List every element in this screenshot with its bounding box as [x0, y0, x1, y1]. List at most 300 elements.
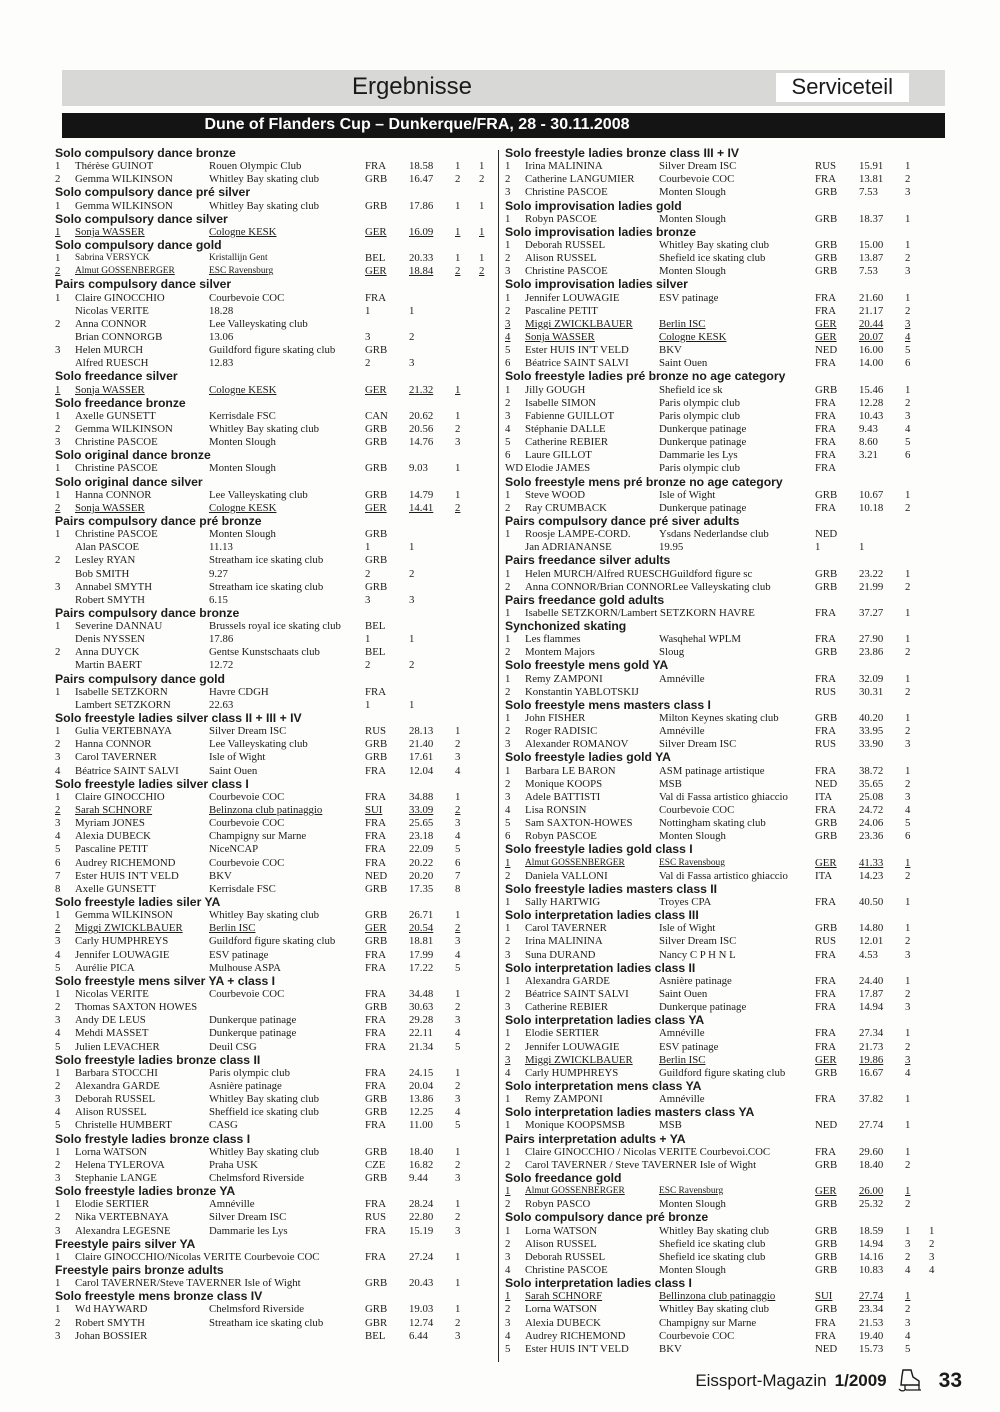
cell-club: Saint Ouen	[659, 357, 708, 370]
cell-nation: 1	[365, 541, 371, 554]
cell-nation: GRB	[815, 1198, 838, 1211]
cell-rank: 4	[505, 804, 511, 817]
cell-place-a: 1	[905, 567, 911, 580]
cell-club: Deuil CSG	[209, 1040, 257, 1053]
cell-place-a: 1	[455, 1277, 461, 1290]
cell-nation: FRA	[815, 409, 837, 422]
cell-place-b	[929, 384, 947, 397]
cell-place-a	[455, 581, 479, 594]
cell-rank: 1	[505, 567, 511, 580]
cell-place-b	[929, 870, 947, 883]
section-title: Pairs compulsory dance bronze	[55, 605, 240, 620]
cell-score: 22.80	[409, 1211, 434, 1224]
cell-nation	[365, 318, 409, 331]
cell-club: Isle of Wight	[659, 488, 716, 501]
cell-place-a: 1	[905, 238, 911, 251]
cell-place-a: 1	[905, 291, 911, 304]
cell-score: 33.95	[859, 725, 884, 738]
cell-name: Sonja WASSER	[75, 225, 145, 238]
cell-nation: FRA	[365, 1250, 387, 1263]
cell-place-a	[455, 305, 479, 318]
cell-club: Mulhouse ASPA	[209, 961, 281, 974]
cell-rank: 1	[505, 383, 511, 396]
cell-place-a: 3	[455, 1093, 461, 1106]
cell-nation: FRA	[815, 1093, 837, 1106]
cell-score: 12.01	[859, 935, 884, 948]
cell-name: Nicolas VERITE	[75, 988, 149, 1000]
cell-rank: 4	[55, 830, 61, 843]
cell-rank: 1	[55, 462, 61, 475]
page-number: 33	[938, 1369, 962, 1392]
cell-nation: ITA	[815, 790, 833, 803]
cell-name: Christine PASCOE	[525, 1263, 608, 1276]
cell-name: Wd HAYWARD	[75, 1303, 148, 1316]
cell-place-a	[905, 462, 929, 475]
cell-club: Sloug	[659, 646, 685, 659]
cell-name: Sonja WASSER	[75, 501, 145, 514]
section-title: Solo freedance silver	[55, 369, 178, 384]
cell-name: Alison RUSSEL	[525, 252, 597, 265]
cell-score: 21.34	[409, 1040, 434, 1053]
cell-score: 23.34	[859, 1303, 884, 1316]
cell-place-a: 2	[905, 1198, 911, 1211]
cell-place-a	[455, 594, 479, 607]
cell-club: ESC Ravensboug	[659, 857, 725, 868]
cell-rank: 5	[55, 843, 61, 856]
section-title: Solo freestyle mens gold YA	[505, 658, 669, 673]
cell-score: 40.20	[859, 712, 884, 725]
cell-rank: 1	[55, 725, 61, 738]
cell-place-a: 3	[455, 1171, 461, 1184]
cell-club	[209, 1330, 365, 1343]
section-title: Solo original dance bronze	[55, 448, 211, 463]
result-row	[55, 423, 497, 436]
cell-place-a: 1	[905, 712, 911, 725]
cell-rank: 1	[55, 160, 61, 173]
section-title: Solo freestyle ladies pré bronze no age category	[505, 369, 786, 384]
cell-place-b	[479, 646, 497, 659]
cell-club: Courbevoie COC	[209, 856, 285, 869]
cell-rank: 1	[505, 606, 511, 619]
cell-place-b	[929, 568, 947, 581]
cell-place-a	[455, 528, 479, 541]
cell-place-b	[929, 804, 947, 817]
cell-place-a: 2	[455, 804, 461, 817]
cell-nation: 2	[365, 357, 371, 370]
result-row	[55, 1317, 497, 1330]
cell-rank	[55, 633, 75, 646]
cell-name: Alfred RUESCH	[75, 357, 149, 370]
cell-score: 2	[409, 567, 415, 580]
cell-club: Whitley Bay skating club	[209, 1093, 320, 1106]
cell-score: 20.20	[409, 869, 434, 882]
result-row	[55, 489, 497, 502]
cell-place-b	[479, 594, 497, 607]
cell-score: 30.31	[859, 685, 884, 698]
cell-place-b	[929, 830, 947, 843]
cell-score: 18.81	[409, 935, 434, 948]
cell-rank: 4	[505, 1066, 511, 1079]
cell-name: Jennifer LOUWAGIE	[525, 1040, 620, 1053]
cell-rank: 2	[505, 725, 511, 738]
result-row	[505, 778, 947, 791]
cell-nation: GRB	[365, 422, 388, 435]
result-row	[55, 1330, 497, 1343]
result-row	[55, 620, 497, 633]
cell-place-a	[455, 646, 479, 659]
cell-name: Elodie SERTIER	[75, 1198, 150, 1211]
result-row	[505, 1330, 947, 1343]
cell-score: 14.76	[409, 436, 434, 449]
cell-score: 33.09	[409, 804, 434, 817]
cell-rank: 1	[505, 922, 511, 935]
cell-nation: FRA	[815, 1001, 837, 1014]
cell-score: 14.94	[859, 1001, 884, 1014]
cell-place-b	[929, 1093, 947, 1106]
cell-nation: FRA	[365, 1027, 387, 1040]
result-row	[55, 857, 497, 870]
cell-club: Amnéville	[659, 672, 705, 685]
cell-place-b	[479, 1211, 497, 1224]
cell-place-a: 3	[455, 751, 461, 764]
cell-score: 20.56	[409, 422, 434, 435]
cell-rank: 4	[505, 1263, 511, 1276]
cell-club: Whitley Bay skating club	[209, 173, 320, 186]
cell-club: ASM patinage artistique	[659, 764, 765, 777]
cell-club: Val di Fassa artistico ghiaccio	[659, 869, 788, 882]
section-title: Solo compulsory dance pré silver	[55, 185, 251, 200]
cell-nation: GRB	[365, 1106, 388, 1119]
result-row	[505, 949, 947, 962]
cell-name: Lorna WATSON	[525, 1224, 598, 1237]
page-footer	[695, 1368, 962, 1394]
section-title: Solo freestyle mens bronze class IV	[55, 1289, 263, 1304]
cell-score: 20.22	[409, 856, 434, 869]
cell-rank: 1	[55, 488, 61, 501]
result-row	[55, 659, 497, 672]
section-title: Synchonized skating	[505, 619, 627, 634]
cell-score: 12.04	[409, 764, 434, 777]
cell-place-b	[479, 804, 497, 817]
cell-place-b	[929, 252, 947, 265]
cell-score: 27.90	[859, 633, 884, 646]
cell-nation: GRB	[365, 909, 388, 922]
cell-nation: FRA	[365, 160, 387, 173]
cell-nation: GRB	[815, 567, 838, 580]
cell-score	[409, 646, 455, 659]
cell-place-a: 5	[905, 817, 911, 830]
cell-place-b	[479, 1027, 497, 1040]
cell-place-a: 2	[905, 1158, 911, 1171]
cell-club: Belinzona club patinaggio	[209, 804, 323, 817]
cell-score: 15.73	[859, 1342, 884, 1355]
cell-place-a: 2	[905, 396, 911, 409]
cell-club: Courbevoie COC	[659, 1329, 735, 1342]
cell-place-b	[929, 1317, 947, 1330]
cell-name: Lesley RYAN	[75, 554, 136, 567]
cell-club: Paris olympic club	[659, 462, 740, 475]
cell-name: Andy DE LEUS	[75, 1014, 146, 1027]
cell-place-b	[479, 725, 497, 738]
cell-nation: FRA	[365, 1198, 387, 1211]
cell-rank: 1	[55, 620, 61, 633]
cell-club: ESV patinage	[659, 1040, 719, 1053]
section-title: Freestyle pairs bronze adults	[55, 1262, 224, 1277]
result-row	[505, 436, 947, 449]
cell-rank: 2	[55, 1079, 61, 1092]
cell-name: Stéphanie DALLE	[525, 422, 606, 435]
cell-rank: 1	[55, 790, 61, 803]
cell-place-b	[479, 489, 497, 502]
cell-nation: FRA	[815, 304, 837, 317]
cell-place-b	[929, 1343, 947, 1356]
cell-place-a: 2	[905, 935, 911, 948]
cell-rank: 5	[505, 344, 511, 357]
cell-score: 16.47	[409, 173, 434, 186]
cell-nation: GRB	[365, 344, 388, 357]
cell-nation: CAN	[365, 409, 388, 422]
section-title: Solo improvisation ladies bronze	[505, 224, 696, 239]
cell-nation: 3	[365, 330, 371, 343]
cell-score: 18.59	[859, 1224, 884, 1237]
result-row	[55, 791, 497, 804]
section-title: Pairs compulsory dance pré bronze	[55, 513, 262, 528]
column-divider	[498, 150, 499, 1362]
result-row	[505, 1159, 947, 1172]
cell-name: Miggi ZWICKLBAUER	[525, 317, 633, 330]
cell-score: 14.23	[859, 869, 884, 882]
cell-place-b	[479, 699, 497, 712]
cell-score: 17.35	[409, 882, 434, 895]
cell-club: Amnéville	[659, 1027, 705, 1040]
cell-place-b	[929, 462, 947, 475]
cell-place-a: 1	[455, 1066, 461, 1079]
cell-score: 19.03	[409, 1303, 434, 1316]
cell-name: Roger RADISIC	[525, 725, 598, 738]
cell-place-b	[479, 1080, 497, 1093]
cell-club: 11.13	[209, 541, 233, 554]
cell-place-a: 2	[455, 1001, 461, 1014]
cell-nation: NED	[815, 528, 838, 541]
cell-club: Troyes CPA	[659, 896, 712, 909]
result-row	[505, 1041, 947, 1054]
section-title: Solo freestyle ladies silver class I	[55, 776, 249, 791]
cell-score: 35.65	[859, 777, 884, 790]
result-row	[55, 554, 497, 567]
cell-club: 12.83	[209, 357, 234, 370]
cell-rank: 3	[505, 1053, 511, 1066]
cell-place-a: 1	[455, 199, 461, 212]
cell-place-b	[929, 1185, 947, 1198]
cell-name: Sarah SCHNORF	[525, 1290, 603, 1303]
cell-rank: 1	[505, 896, 511, 909]
cell-place-a: 3	[455, 935, 461, 948]
cell-place-b	[929, 357, 947, 370]
cell-nation: GRB	[815, 922, 838, 935]
cell-place-a: 1	[905, 1290, 911, 1303]
result-row	[55, 1146, 497, 1159]
cell-place-b	[479, 541, 497, 554]
cell-nation: FRA	[365, 1040, 387, 1053]
cell-club: Asnière patinage	[209, 1079, 282, 1092]
cell-score	[409, 344, 455, 357]
cell-score: 21.73	[859, 1040, 884, 1053]
cell-score: 30.63	[409, 1001, 434, 1014]
result-row	[505, 922, 947, 935]
cell-score: 1	[859, 541, 865, 554]
event-title: Dune of Flanders Cup – Dunkerque/FRA, 28 - 30.11.2008	[204, 116, 630, 133]
cell-score: 1	[409, 541, 415, 554]
cell-nation: NED	[815, 1342, 838, 1355]
cell-rank: 4	[55, 948, 61, 961]
cell-rank: 5	[55, 961, 61, 974]
cell-name: Fabienne GUILLOT	[525, 409, 615, 422]
cell-place-b	[929, 213, 947, 226]
cell-place-a: 4	[905, 1263, 911, 1276]
cell-club: Whitley Bay skating club	[659, 238, 770, 251]
cell-name: Ester HUIS IN'T VELD	[75, 869, 179, 882]
cell-place-a: 4	[455, 1106, 461, 1119]
cell-score: 1	[409, 633, 415, 646]
cell-rank: 3	[505, 790, 511, 803]
cell-place-b	[479, 423, 497, 436]
cell-nation: FRA	[815, 501, 837, 514]
cell-rank: 2	[505, 1198, 511, 1211]
result-row	[55, 1041, 497, 1054]
cell-club: Praha USK	[209, 1158, 258, 1171]
section-title: Pairs freedance gold adults	[505, 592, 665, 607]
cell-club: Silver Dream ISC	[659, 160, 737, 173]
cell-club: Lee Valleyskating club	[209, 317, 308, 330]
section-title: Solo freestyle mens masters class I	[505, 697, 711, 712]
cell-club: 12.72	[209, 659, 234, 672]
cell-rank: 2	[505, 1237, 511, 1250]
cell-score: 13.87	[859, 252, 884, 265]
cell-nation: GER	[365, 265, 387, 278]
section-title: Pairs interpretation adults + YA	[505, 1131, 686, 1146]
result-row	[505, 331, 947, 344]
cell-place-b	[929, 528, 947, 541]
cell-nation: GRB	[365, 751, 388, 764]
cell-name: Remy ZAMPONI	[525, 1093, 603, 1106]
cell-place-b	[929, 186, 947, 199]
result-row	[55, 686, 497, 699]
cell-score: 25.32	[859, 1198, 884, 1211]
cell-place-b	[479, 751, 497, 764]
cell-club: Shefield ice skating club	[659, 252, 766, 265]
cell-rank: 2	[505, 304, 511, 317]
cell-score: 28.13	[409, 725, 434, 738]
cell-place-b	[929, 712, 947, 725]
cell-club: Havre CDGH	[209, 685, 269, 698]
result-row	[505, 213, 947, 226]
cell-rank: 2	[505, 1303, 511, 1316]
cell-club: Rouen Olympic Club	[209, 160, 302, 173]
cell-nation: GRB	[365, 580, 388, 593]
cell-club: BKV	[209, 869, 232, 882]
cell-place-a: 3	[905, 1053, 911, 1066]
cell-place-b	[929, 896, 947, 909]
cell-nation: GRB	[365, 173, 388, 186]
result-row	[505, 1317, 947, 1330]
cell-club: Paris olympic club	[209, 1066, 290, 1079]
result-row	[55, 502, 497, 515]
cell-nation: FRA	[365, 856, 387, 869]
cell-rank: 2	[55, 922, 61, 935]
cell-nation: GRB	[365, 554, 388, 567]
result-row	[505, 1303, 947, 1316]
cell-club: Streatham ice skating club	[209, 1316, 324, 1329]
cell-nation: FRA	[815, 725, 837, 738]
cell-club: Brussels royal ice skating club	[209, 620, 341, 633]
cell-place-b	[929, 449, 947, 462]
cell-score: 14.16	[859, 1250, 884, 1263]
cell-club: Saint Ouen	[209, 764, 258, 777]
cell-score: 4.53	[859, 948, 878, 961]
cell-place-b	[479, 620, 497, 633]
result-row	[505, 318, 947, 331]
cell-nation: FRA	[815, 449, 837, 462]
cell-nation: GRB	[365, 935, 388, 948]
cell-rank: 3	[55, 1171, 61, 1184]
cell-place-a: 3	[905, 317, 911, 330]
section-title: Solo freestyle ladies bronze class III + IV	[505, 146, 740, 160]
cell-score: 25.65	[409, 817, 434, 830]
cell-name: Suna DURAND	[525, 948, 596, 961]
cell-place-a	[455, 699, 479, 712]
cell-place-b	[929, 975, 947, 988]
cell-score: 21.99	[859, 580, 884, 593]
cell-place-b	[479, 909, 497, 922]
cell-name: Axelle GUNSETT	[75, 409, 156, 422]
cell-club: Paris olympic club	[659, 396, 740, 409]
cell-rank: 2	[505, 869, 511, 882]
cell-place-b	[929, 922, 947, 935]
cell-score: 9.03	[409, 462, 428, 475]
result-row	[505, 449, 947, 462]
cell-place-b	[929, 633, 947, 646]
cell-rank: 2	[55, 317, 61, 330]
cell-club: Guildford figure skating club	[209, 935, 336, 948]
cell-nation: FRA	[365, 817, 387, 830]
cell-place-b	[929, 1330, 947, 1343]
cell-rank: 1	[505, 764, 511, 777]
cell-place-a: 2	[455, 501, 461, 514]
cell-score: 24.06	[859, 817, 884, 830]
cell-nation: BEL	[365, 1329, 386, 1342]
section-title: Solo freestyle ladies siler YA	[55, 895, 221, 910]
cell-score: 27.74	[859, 1290, 884, 1303]
cell-club: ESC Ravensburg	[659, 1186, 724, 1197]
cell-club: Shefield ice sk	[659, 383, 723, 396]
cell-place-b	[479, 857, 497, 870]
result-row	[505, 410, 947, 423]
cell-place-a: 4	[905, 1329, 911, 1342]
cell-score: 14.79	[409, 488, 434, 501]
cell-place-a: 3	[905, 1237, 911, 1250]
cell-score: 19.40	[859, 1329, 884, 1342]
cell-nation: FRA	[365, 1119, 387, 1132]
cell-club: Monten Slough	[209, 436, 276, 449]
cell-place-b	[479, 436, 497, 449]
cell-score: 21.40	[409, 738, 434, 751]
cell-name: Sally HARTWIG	[525, 896, 601, 909]
cell-name: Alison RUSSEL	[525, 1237, 597, 1250]
cell-name: Sarah SCHNORF	[75, 804, 153, 817]
cell-nation: GRB	[815, 646, 838, 659]
cell-name: Remy ZAMPONI	[525, 672, 603, 685]
cell-place-a: 2	[455, 422, 461, 435]
